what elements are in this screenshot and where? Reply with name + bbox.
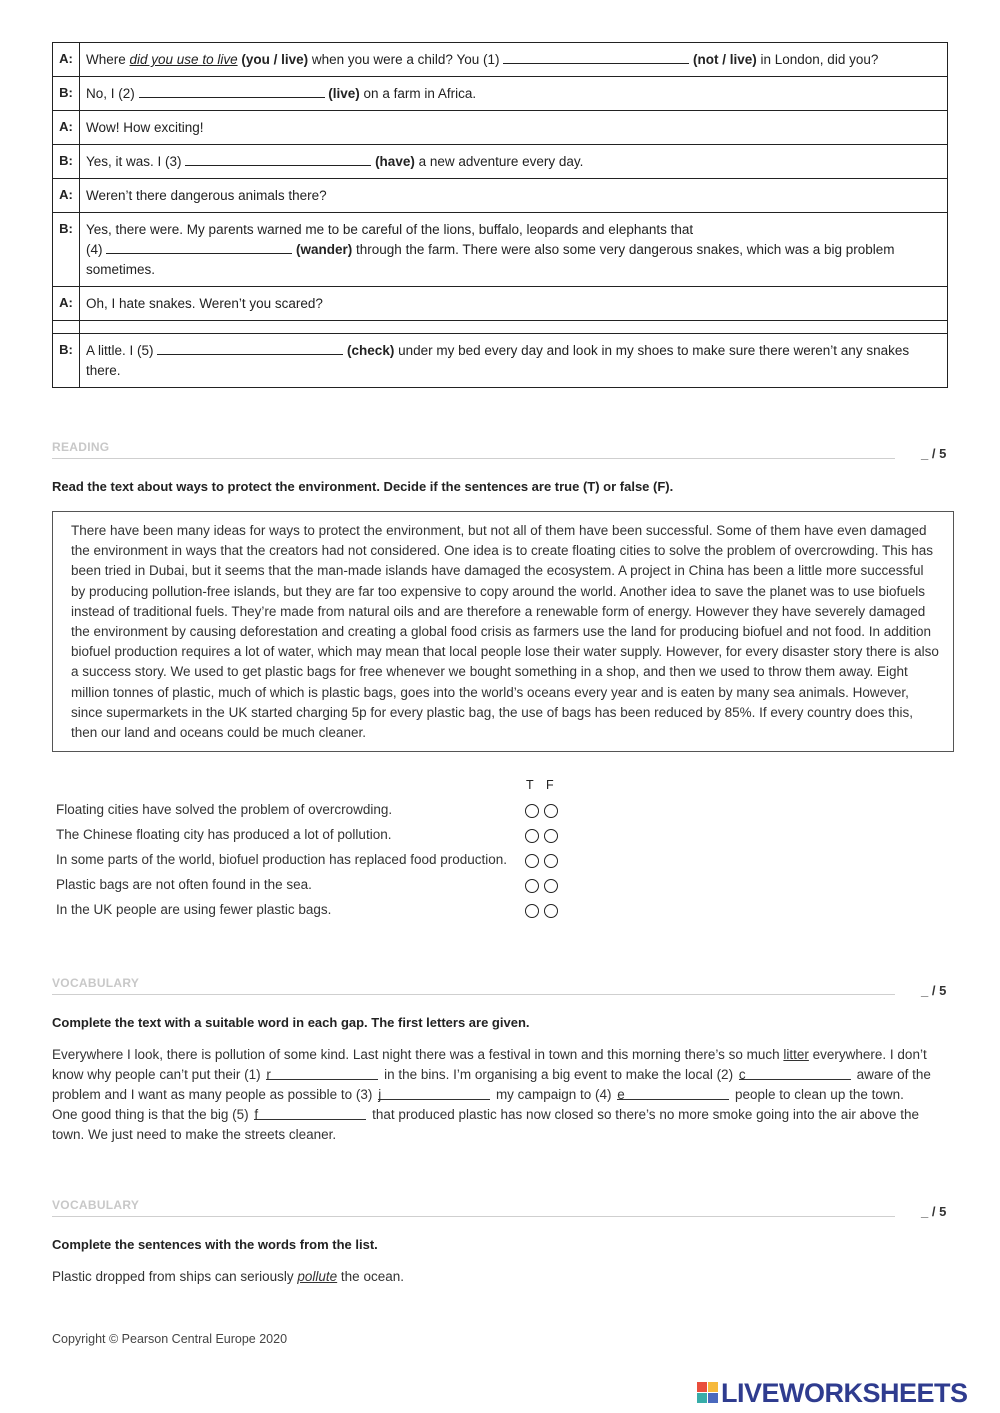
- score-vocabulary-2: _ / 5: [921, 1204, 947, 1219]
- text: Everywhere I look, there is pollution of some kind. Last night there was a festival in town and this morning there’s so much: [52, 1047, 784, 1062]
- example-answer: pollute: [297, 1269, 338, 1284]
- text: under my bed every day and look in my shoes to make sure there weren’t any snakes there.: [86, 343, 910, 378]
- statement-1: Floating cities have solved the problem of overcrowding.: [56, 802, 393, 817]
- statement-5: In the UK people are using fewer plastic bags.: [56, 902, 332, 917]
- answer-blank-5[interactable]: [157, 341, 343, 355]
- speaker-label: B:: [53, 77, 80, 111]
- section-header-reading: READING: [52, 440, 895, 459]
- dialogue-line: [80, 334, 948, 388]
- text: Where: [86, 52, 130, 67]
- false-radio-2[interactable]: [544, 829, 558, 843]
- text: that produced plastic has now closed so there’s no more smoke going into the air above the town. We just need to make the streets cleaner.: [52, 1107, 919, 1142]
- dialogue-line: [80, 213, 948, 287]
- answer-blank-1[interactable]: [503, 50, 689, 64]
- answer-blank-4[interactable]: [106, 240, 292, 254]
- false-radio-5[interactable]: [544, 904, 558, 918]
- example-sentence: [52, 1267, 932, 1287]
- logo-text: LIVEWORKSHEETS: [721, 1378, 968, 1408]
- liveworksheets-logo[interactable]: [697, 1378, 968, 1409]
- speaker-label: B:: [53, 213, 80, 287]
- gap-input-2[interactable]: [739, 1065, 851, 1080]
- speaker-label: B:: [53, 334, 80, 388]
- text: Yes, it was. I (3): [86, 154, 186, 169]
- text: in the bins. I’m organising a big event to make the local (2): [380, 1067, 737, 1082]
- false-column-label: F: [546, 778, 554, 792]
- text: a new adventure every day.: [414, 154, 584, 169]
- first-letter: j: [378, 1087, 382, 1102]
- example-answer: litter: [783, 1047, 809, 1062]
- empty-cell: [53, 321, 80, 334]
- section-header-vocabulary-2: VOCABULARY: [52, 1198, 895, 1217]
- dialogue-line: Weren’t there dangerous animals there?: [80, 179, 948, 213]
- vocabulary-gap-text: [52, 1045, 932, 1145]
- score-vocabulary-1: _ / 5: [921, 983, 947, 998]
- text: Yes, there were. My parents warned me to be careful of the lions, buffalo, leopards and elephants that: [86, 222, 694, 237]
- true-radio-4[interactable]: [525, 879, 539, 893]
- true-radio-1[interactable]: [525, 804, 539, 818]
- statement-2: The Chinese floating city has produced a lot of pollution.: [56, 827, 392, 842]
- instruction-vocabulary-1: Complete the text with a suitable word in each gap. The first letters are given.: [52, 1015, 530, 1030]
- dialogue-line: [80, 77, 948, 111]
- dialogue-line: Wow! How exciting!: [80, 111, 948, 145]
- text: (4): [86, 242, 107, 257]
- verb-cue: (live): [328, 86, 360, 101]
- verb-cue: (check): [347, 343, 395, 358]
- speaker-label: A:: [53, 287, 80, 321]
- verb-cue: (wander): [296, 242, 353, 257]
- verb-cue: (you / live): [237, 52, 309, 67]
- dialogue-line: [80, 43, 948, 77]
- copyright: Copyright © Pearson Central Europe 2020: [52, 1332, 288, 1346]
- answer-blank-2[interactable]: [139, 84, 325, 98]
- dialogue-line: Oh, I hate snakes. Weren’t you scared?: [80, 287, 948, 321]
- text: No, I (2): [86, 86, 139, 101]
- verb-cue: (have): [375, 154, 415, 169]
- dialogue-line: [80, 145, 948, 179]
- logo-icon: [697, 1382, 719, 1404]
- text: Plastic dropped from ships can seriously: [52, 1269, 298, 1284]
- gap-input-1[interactable]: [266, 1065, 378, 1080]
- true-radio-5[interactable]: [525, 904, 539, 918]
- verb-cue: (not / live): [693, 52, 757, 67]
- speaker-label: B:: [53, 145, 80, 179]
- text: in London, did you?: [756, 52, 879, 67]
- text: aware of the problem and I want as many people as possible to (3): [52, 1067, 931, 1102]
- instruction-vocabulary-2: Complete the sentences with the words from the list.: [52, 1237, 378, 1252]
- empty-cell: [80, 321, 948, 334]
- false-radio-3[interactable]: [544, 854, 558, 868]
- first-letter: r: [266, 1067, 271, 1082]
- dialogue-table: [52, 42, 948, 388]
- reading-text-box: There have been many ideas for ways to protect the environment, but not all of them have been successful. Some of them have even damaged the environment in ways that the creators had not considered. One idea is to create floating cities to solve the problem of overcrowding. This has been tried in Dubai, but it seems that the man-made islands have damaged the ecosystem. A project in China has been a little more successful by producing pollution-free islands, but they are far too expensive to copy around the world. Another idea to save the planet was to use biofuels instead of traditional fuels. They’re made from natural oils and are therefore a renewable form of energy. However they have severely damaged the environment by causing deforestation and creating a global food crisis as farmers use the land for producing biofuel and not food. In addition biofuel production requires a lot of water, which may mean that local people lose their water supply. However, for every disaster story there is also a success story. We used to get plastic bags for free whenever we bought something in a shop, and then we used to throw them away. Eight million tonnes of plastic, much of which is plastic bags, goes into the world’s oceans every year and is eaten by many sea animals. However, since supermarkets in the UK started charging 5p for every plastic bag, the use of bags has been reduced by 85%. If every country does this, then our land and oceans could be much cleaner.: [52, 511, 954, 752]
- gap-input-5[interactable]: [254, 1105, 366, 1120]
- speaker-label: A:: [53, 179, 80, 213]
- gap-input-4[interactable]: [617, 1085, 729, 1100]
- statement-4: Plastic bags are not often found in the sea.: [56, 877, 312, 892]
- true-radio-2[interactable]: [525, 829, 539, 843]
- instruction-reading: Read the text about ways to protect the environment. Decide if the sentences are true (T) or false (F).: [52, 479, 674, 494]
- text: people to clean up the town. One good thing is that the big (5): [52, 1087, 904, 1122]
- false-radio-4[interactable]: [544, 879, 558, 893]
- gap-input-3[interactable]: [378, 1085, 490, 1100]
- false-radio-1[interactable]: [544, 804, 558, 818]
- score-reading: _ / 5: [921, 446, 947, 461]
- answer-blank-3[interactable]: [185, 152, 371, 166]
- text: the ocean.: [337, 1269, 404, 1284]
- statement-3: In some parts of the world, biofuel production has replaced food production.: [56, 852, 508, 867]
- speaker-label: A:: [53, 43, 80, 77]
- speaker-label: A:: [53, 111, 80, 145]
- text: when you were a child? You (1): [308, 52, 504, 67]
- text: everywhere. I don’t know why people can’t put their (1): [52, 1047, 927, 1082]
- first-letter: f: [254, 1107, 259, 1122]
- text: through the farm. There were also some very dangerous snakes, which was a big problem sometimes.: [86, 242, 895, 277]
- true-radio-3[interactable]: [525, 854, 539, 868]
- section-header-vocabulary-1: VOCABULARY: [52, 976, 895, 995]
- first-letter: c: [738, 1067, 746, 1082]
- text: my campaign to (4): [492, 1087, 616, 1102]
- text: A little. I (5): [86, 343, 158, 358]
- true-column-label: T: [526, 778, 534, 792]
- text: on a farm in Africa.: [359, 86, 477, 101]
- first-letter: e: [617, 1087, 625, 1102]
- example-answer: did you use to live: [129, 52, 238, 67]
